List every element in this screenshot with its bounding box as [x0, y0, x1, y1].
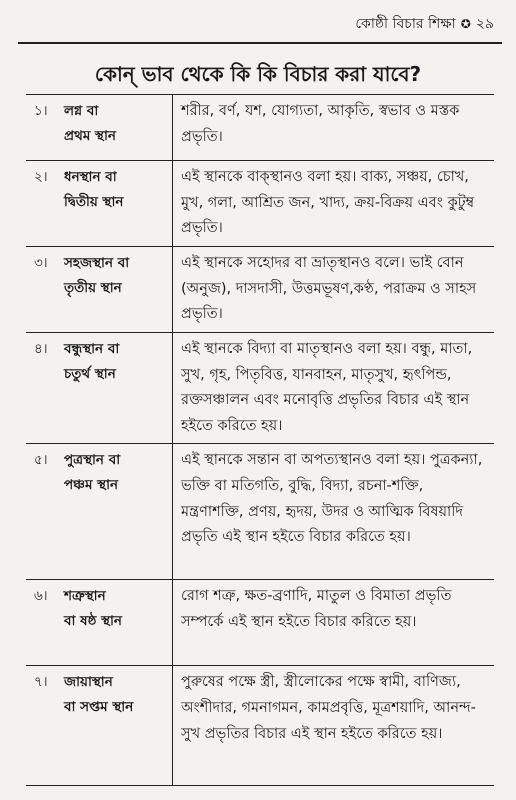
house-description: এই স্থানকে বাক্স্থানও বলা হয়। বাক্য, সঞ্চয়, চোখ, মুখ, গলা, আশ্রিত জন, খাদ্য, ক্রয়-বিক্রয় এবং কুটুম্ব প্রভৃতি।	[181, 169, 475, 237]
house-name-secondary: দ্বিতীয় স্থান	[64, 194, 124, 210]
table-row	[26, 444, 494, 580]
house-name: সহজস্থান বা	[64, 255, 130, 271]
house-description: পুরুষের পক্ষে স্ত্রী, স্ত্রীলোকের পক্ষে স্বামী, বাণিজ্য, অংশীদার, গমনাগমন, কামপ্রবৃত্তি, মূত্রশয়াদি, আনন্দ-সুখ প্রভৃতির বিচার এই স্থান হইতে করিতে হয়।	[181, 674, 476, 742]
house-description: শরীর, বর্ণ, যশ, যোগ্যতা, আকৃতি, স্বভাব ও মস্তক প্রভৃতি।	[181, 103, 460, 145]
house-name: ধনস্থান বা	[64, 169, 117, 185]
house-name-secondary: প্রথম স্থান	[64, 128, 116, 144]
house-name-cell	[26, 247, 173, 332]
house-name-cell	[26, 444, 173, 579]
house-name-secondary: বা সপ্তম স্থান	[64, 699, 134, 716]
house-name: পুত্রস্থান বা	[64, 452, 121, 469]
header-rule	[18, 42, 502, 44]
table-row	[26, 333, 494, 444]
table-row	[26, 95, 494, 161]
house-name-secondary: বা ষষ্ঠ স্থান	[64, 613, 122, 630]
table-row	[26, 580, 494, 666]
row-number: ৭।	[34, 674, 48, 691]
house-name-cell	[26, 161, 173, 246]
house-name-cell	[26, 333, 173, 443]
house-name-cell	[26, 95, 173, 160]
house-name-cell	[26, 580, 173, 665]
house-name-secondary: পঞ্চম স্থান	[64, 477, 119, 494]
table-row	[26, 247, 494, 333]
house-description: এই স্থানকে সহোদর বা ভ্রাতৃস্থানও বলে। ভাই বোন (অনুজ), দাসদাসী, উত্তমভূষণ,কণ্ঠ, পরাক্রম ও সাহস প্রভৃতি।	[181, 255, 477, 323]
table-row	[26, 161, 494, 247]
house-name: লগ্ন বা	[64, 103, 99, 119]
table-row	[26, 666, 494, 786]
running-header	[355, 12, 494, 36]
house-description: রোগ শত্রু, ক্ষত-ব্রণাদি, মাতুল ও বিমাতা প্রভৃতি সম্পর্কে এই স্থান হইতে বিচার করিতে হয়।	[181, 588, 452, 630]
house-description: এই স্থানকে বিদ্যা বা মাতৃস্থানও বলা হয়। বন্ধু, মাতা, সুখ, গৃহ, পিতৃবিত্ত, যানবাহন, মাতৃসুখ, হৃৎপিন্ড, রক্তসঞ্চালন এবং মনোবৃত্তি প্রভৃতির বিচার এই স্থান হইতে করিতে হয়।	[181, 341, 473, 434]
house-description: এই স্থানকে সন্তান বা অপত্যস্থানও বলা হয়। পুত্রকন্যা, ভক্তি বা মতিগতি, বুদ্ধি, বিদ্যা, রচনা-শক্তি, মন্ত্রণাশক্তি, প্রণয়, হৃদয়, উদর ও আত্মিক বিষয়াদি প্রভৃতি এই স্থান হইতে বিচার করিতে হয়।	[181, 452, 483, 546]
house-name-cell	[26, 666, 173, 785]
row-number: ২।	[34, 169, 48, 185]
bhava-table	[26, 94, 494, 786]
row-number: ১।	[34, 103, 48, 119]
page-title: কোন্ ভাব থেকে কি কি বিচার করা যাবে?	[94, 62, 422, 86]
row-number: ৩।	[34, 255, 48, 271]
row-number: ৪।	[34, 341, 48, 357]
book-title: কোষ্ঠী বিচার শিক্ষা	[355, 16, 456, 32]
row-number: ৫।	[34, 452, 48, 469]
house-name: শত্রুস্থান	[64, 588, 106, 605]
house-name-secondary: তৃতীয় স্থান	[64, 280, 122, 296]
house-name: বন্ধুস্থান বা	[64, 341, 120, 357]
row-number: ৬।	[34, 588, 48, 605]
house-name: জায়াস্থান	[64, 674, 113, 691]
house-name-secondary: চতুর্থ স্থান	[64, 366, 116, 382]
page-number: ২৯	[475, 16, 494, 32]
star-icon: ✪	[460, 17, 471, 31]
